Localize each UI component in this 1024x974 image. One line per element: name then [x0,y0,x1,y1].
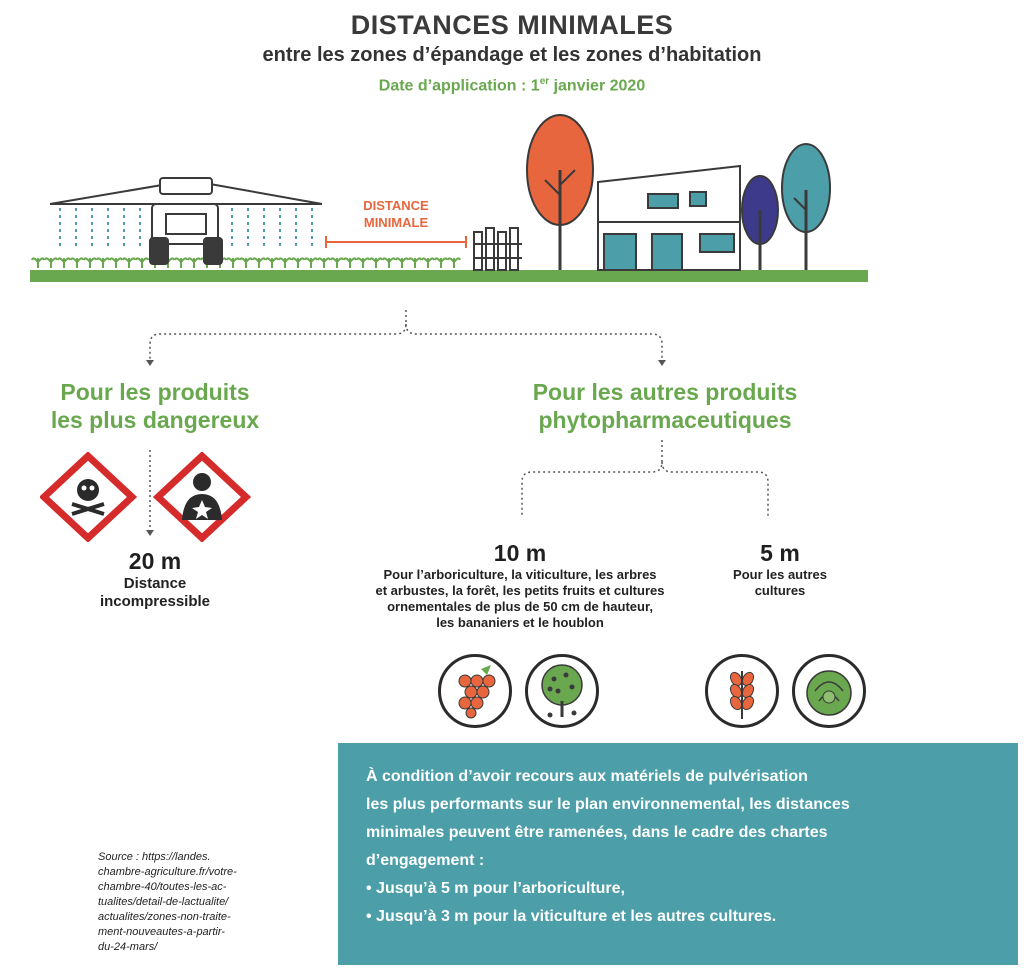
source-line: Source : https://landes. [98,851,211,863]
crop-sprout [84,258,96,268]
condition-bullet: • Jusqu’à 5 m pour l’arboriculture, [366,880,625,897]
crop-sprout [279,258,291,268]
crop-sprout [97,258,109,268]
crop-sprout [136,258,148,268]
crop-sprout [383,258,395,268]
crop-sprout [45,258,57,268]
distance-label-line1: DISTANCE [363,198,429,213]
crop-sprout [123,258,135,268]
lettuce-icon [792,654,866,728]
crop-sprout [110,258,122,268]
crop-sprout [448,258,460,268]
crop-sprout [188,258,200,268]
distance-caption: Distance [123,575,187,592]
skull-crossbones-hazard-icon [44,456,132,538]
source-line: chambre-agriculture.fr/votre- [98,866,237,878]
crop-sprout [422,258,434,268]
conditions-line: d’engagement : [366,852,485,869]
house-icon [598,166,740,270]
date-suffix: janvier 2020 [549,77,646,95]
crop-sprout [266,258,278,268]
source-line: actualites/zones-non-traite- [98,911,231,923]
distance-arrow [326,236,466,248]
crop-sprout [409,258,421,268]
source-citation [98,850,288,955]
conditions-text [366,763,994,875]
d5-caption: Pour les autres [733,567,827,582]
grapes-icon [438,654,512,728]
d10-line: ornementales de plus de 50 cm de hauteur, [387,599,653,614]
crop-sprout [318,258,330,268]
fence-icon [474,228,522,270]
heading-line: phytopharmaceutiques [538,407,792,433]
crop-sprout [435,258,447,268]
fruit-tree-icon [525,654,599,728]
conditions-box [338,743,1018,965]
source-line: du-24-mars/ [98,941,158,953]
crop-sprout [396,258,408,268]
heading-line: Pour les produits [60,379,250,405]
dangerous-products-heading [0,378,310,434]
distance-5m-block [700,540,860,599]
field-to-house-illustration [0,110,1024,310]
tractor-sprayer-icon [50,178,322,264]
other-products-heading [500,378,830,434]
crop-sprout [344,258,356,268]
d10-line: les bananiers et le houblon [436,615,604,630]
crop-sprout [357,258,369,268]
wheat-icon [705,654,779,728]
crop-sprout [240,258,252,268]
crop-sprout [292,258,304,268]
d10-line: et arbustes, la forêt, les petits fruits et cultures [375,583,665,598]
date-prefix: Date d’application : 1 [378,77,540,95]
distance-20m-block [90,548,220,611]
conditions-line: les plus performants sur le plan environnemental, les distances [366,796,850,813]
distance-10m-block [330,540,710,631]
crop-sprout [253,258,265,268]
teal-tree-icon [782,144,830,270]
source-line: ment-nouveautes-a-partir- [98,926,225,938]
crop-sprout [370,258,382,268]
condition-bullet: • Jusqu’à 3 m pour la viticulture et les autres cultures. [366,908,777,925]
crop-sprout [32,258,44,268]
source-line: chambre-40/toutes-les-ac- [98,881,227,893]
crop-sprout [71,258,83,268]
distance-5m-value: 5 m [760,540,800,566]
heading-line: Pour les autres produits [532,379,798,405]
ground-strip [30,270,868,282]
application-date [0,76,1024,95]
d5-caption: cultures [754,583,806,598]
distance-caption: incompressible [99,593,211,610]
page-title: DISTANCES MINIMALES [350,10,674,40]
crop-rows-icon [32,258,460,268]
crop-sprout [175,258,187,268]
crop-sprout [58,258,70,268]
date-superscript: er [539,76,550,87]
crop-sprout [227,258,239,268]
d10-line: Pour l’arboriculture, la viticulture, les arbres [383,567,657,582]
distance-10m-value: 10 m [493,540,547,566]
navy-tree-icon [742,176,778,270]
distance-label-line2: MINIMALE [363,215,429,230]
conditions-line: minimales peuvent être ramenées, dans le cadre des chartes [366,824,828,841]
conditions-line: À condition d’avoir recours aux matériels de pulvérisation [366,768,808,785]
hazard-pictograms [40,452,260,542]
crop-sprout [305,258,317,268]
page-subtitle: entre les zones d’épandage et les zones d’habitation [262,44,762,66]
crop-sprout [331,258,343,268]
orange-tree-icon [527,115,593,270]
health-hazard-icon [158,456,246,538]
heading-line: les plus dangereux [50,407,260,433]
distance-20m-value: 20 m [128,548,182,574]
source-line: tualites/detail-de-lactualite/ [98,896,229,908]
